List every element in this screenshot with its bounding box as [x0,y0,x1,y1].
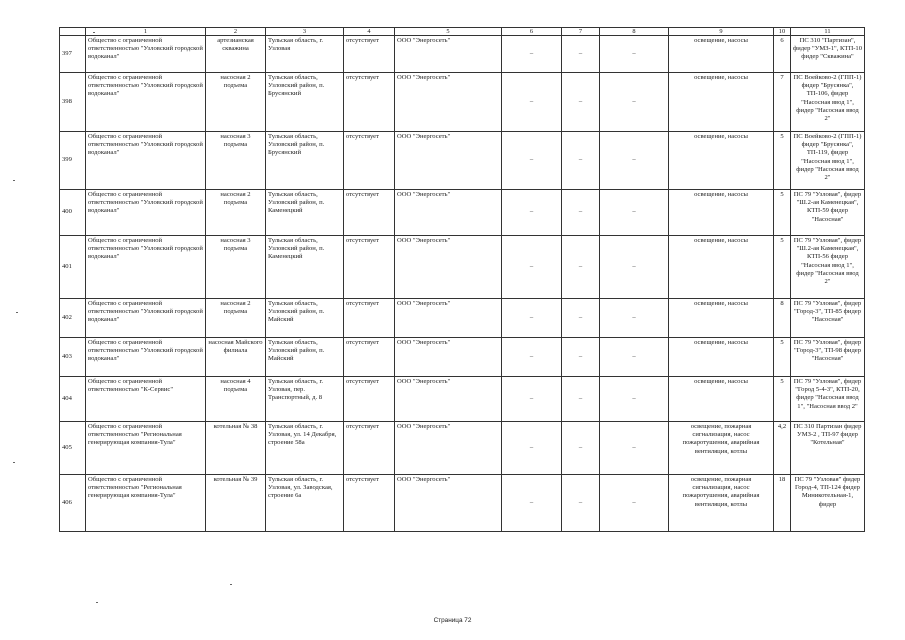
status-cell: отсутствует [344,377,395,422]
row-number-cell: 397 [60,36,86,73]
table-row [60,422,865,475]
power-cell: 7 [774,73,791,132]
table-row [60,475,865,532]
empty-cell: – [502,299,562,338]
address-cell: Тульская область, Узловский район, п. Каменецкий [266,236,344,299]
power-cell: 5 [774,236,791,299]
network-org-cell: ООО "Энергосеть" [395,422,502,475]
empty-cell: – [502,475,562,532]
row-number-cell: 402 [60,299,86,338]
network-org-cell: ООО "Энергосеть" [395,36,502,73]
header-cell: 7 [562,28,600,36]
row-number-cell: 403 [60,338,86,377]
feeder-cell: ПС 79 "Узловая", фидер "Город 5-4-3", КТП-20, фидер "Насосная ввод 1", "Насосная ввод 2" [791,377,865,422]
empty-cell: – [600,190,669,236]
feeder-cell: ПС Воейково-2 (ГПП-1) фидер "Брусянка", ТП-119, фидер "Насосная ввод 1", фидер "Насосная ввод 2" [791,132,865,190]
empty-cell: – [562,132,600,190]
empty-cell: – [600,475,669,532]
empty-cell: – [562,36,600,73]
scan-speck [13,462,15,463]
table-row [60,190,865,236]
scan-speck [96,602,98,603]
header-cell: 9 [669,28,774,36]
header-cell: 10 [774,28,791,36]
column-number-header [60,28,865,36]
status-cell: отсутствует [344,36,395,73]
empty-cell: – [600,73,669,132]
feeder-cell: ПС Воейково-2 (ГПП-1) фидер "Брусянка", ТП-106, фидер "Насосная ввод 1", фидер "Насосная ввод 2" [791,73,865,132]
status-cell: отсутствует [344,132,395,190]
network-org-cell: ООО "Энергосеть" [395,190,502,236]
empty-cell: – [502,236,562,299]
load-type-cell: освещение, пожарная сигнализация, насос пожаротушения, аварийная вентиляция, котлы [669,475,774,532]
address-cell: Тульская область, г. Узловая, ул. 14 Декабря, строение 58а [266,422,344,475]
empty-cell: – [600,36,669,73]
row-number-cell: 400 [60,190,86,236]
status-cell: отсутствует [344,422,395,475]
power-cell: 5 [774,338,791,377]
power-cell: 4,2 [774,422,791,475]
network-org-cell: ООО "Энергосеть" [395,132,502,190]
table-row [60,377,865,422]
empty-cell: – [600,236,669,299]
table-row [60,36,865,73]
owner-cell: Общество с ограниченной ответственностью "Узловский городской водоканал" [86,299,206,338]
table-row [60,73,865,132]
object-cell: котельная № 39 [206,475,266,532]
load-type-cell: освещение, насосы [669,36,774,73]
object-cell: насосная 3 подъема [206,132,266,190]
object-cell: насосная 4 подъема [206,377,266,422]
feeder-cell: ПС 79 "Узловая", фидер "Город-3", ТП-85 фидер "Насосная" [791,299,865,338]
power-cell: 8 [774,299,791,338]
owner-cell: Общество с ограниченной ответственностью "К-Сервис" [86,377,206,422]
network-org-cell: ООО "Энергосеть" [395,338,502,377]
header-cell: 2 [206,28,266,36]
address-cell: Тульская область, г. Узловая, пер. Транспортный, д. 8 [266,377,344,422]
empty-cell: – [562,377,600,422]
empty-cell: – [562,422,600,475]
feeder-cell: ПС 310 "Партизан", фидер "УМЗ-1", КТП-10 фидер "Скважина" [791,36,865,73]
owner-cell: Общество с ограниченной ответственностью "Узловский городской водоканал" [86,132,206,190]
power-cell: 18 [774,475,791,532]
row-number-cell: 398 [60,73,86,132]
object-cell: артезианская скважина [206,36,266,73]
scan-speck [230,584,232,585]
table-row [60,299,865,338]
status-cell: отсутствует [344,236,395,299]
empty-cell: – [502,377,562,422]
feeder-cell: ПС 79 "Узловая", фидер "Ш.2-ая Каменецкая", КТП-59 фидер "Насосная" [791,190,865,236]
status-cell: отсутствует [344,338,395,377]
page-number: Страница 72 [433,617,472,624]
data-table [59,27,865,532]
feeder-cell: ПС 79 "Узловая", фидер "Ш.2-ая Каменецкая", КТП-56 фидер "Насосная ввод 1", фидер "Насосная ввод 2" [791,236,865,299]
empty-cell: – [562,338,600,377]
header-cell: 6 [502,28,562,36]
empty-cell: – [600,422,669,475]
row-number-cell: 399 [60,132,86,190]
row-number-cell: 405 [60,422,86,475]
header-cell: 11 [791,28,865,36]
power-cell: 6 [774,36,791,73]
object-cell: насосная 2 подъема [206,73,266,132]
object-cell: насосная 2 подъема [206,190,266,236]
empty-cell: – [502,338,562,377]
status-cell: отсутствует [344,73,395,132]
empty-cell: – [562,475,600,532]
empty-cell: – [562,73,600,132]
load-type-cell: освещение, пожарная сигнализация, насос пожаротушения, аварийная вентиляция, котлы [669,422,774,475]
empty-cell: – [502,132,562,190]
empty-cell: – [502,190,562,236]
network-org-cell: ООО "Энергосеть" [395,475,502,532]
load-type-cell: освещение, насосы [669,338,774,377]
status-cell: отсутствует [344,190,395,236]
row-number-cell: 406 [60,475,86,532]
network-org-cell: ООО "Энергосеть" [395,377,502,422]
empty-cell: – [600,299,669,338]
owner-cell: Общество с ограниченной ответственностью "Региональная генерирующая компания-Тула" [86,422,206,475]
empty-cell: – [600,132,669,190]
power-cell: 5 [774,132,791,190]
row-number-cell: 401 [60,236,86,299]
scan-speck [16,312,18,313]
power-cell: 5 [774,190,791,236]
empty-cell: – [502,422,562,475]
owner-cell: Общество с ограниченной ответственностью "Узловский городской водоканал" [86,73,206,132]
load-type-cell: освещение, насосы [669,73,774,132]
table-row [60,338,865,377]
owner-cell: Общество с ограниченной ответственностью "Узловский городской водоканал" [86,236,206,299]
header-cell: 5 [395,28,502,36]
feeder-cell: ПС 79 "Узловая" фидер Город-4, ТП-124 фидер Миникотельная-1, фидер [791,475,865,532]
table-row [60,236,865,299]
object-cell: насосная Майского филиала [206,338,266,377]
status-cell: отсутствует [344,475,395,532]
network-org-cell: ООО "Энергосеть" [395,73,502,132]
empty-cell: – [600,377,669,422]
owner-cell: Общество с ограниченной ответственностью "Узловский городской водоканал" [86,338,206,377]
empty-cell: – [562,299,600,338]
address-cell: Тульская область, Узловский район, п. Майский [266,338,344,377]
feeder-cell: ПС 79 "Узловая", фидер "Город-3", ТП-98 фидер "Насосная" [791,338,865,377]
row-number-cell: 404 [60,377,86,422]
network-org-cell: ООО "Энергосеть" [395,236,502,299]
owner-cell: Общество с ограниченной ответственностью "Узловский городской водоканал" [86,36,206,73]
header-cell [60,28,86,36]
status-cell: отсутствует [344,299,395,338]
empty-cell: – [600,338,669,377]
object-cell: насосная 2 подъема [206,299,266,338]
address-cell: Тульская область, Узловский район, п. Брусянский [266,73,344,132]
load-type-cell: освещение, насосы [669,190,774,236]
power-cell: 5 [774,377,791,422]
feeder-cell: ПС 310 Партизан фидер УМЗ-2 , ТП-97 фидер "Котельная" [791,422,865,475]
header-cell: 8 [600,28,669,36]
object-cell: котельная № 38 [206,422,266,475]
empty-cell: – [502,36,562,73]
address-cell: Тульская область, Узловский район, п. Майский [266,299,344,338]
owner-cell: Общество с ограниченной ответственностью "Узловский городской водоканал" [86,190,206,236]
empty-cell: – [562,190,600,236]
scan-speck [13,180,15,181]
load-type-cell: освещение, насосы [669,377,774,422]
load-type-cell: освещение, насосы [669,236,774,299]
address-cell: Тульская область, г. Узловая [266,36,344,73]
empty-cell: – [502,73,562,132]
header-cell: 3 [266,28,344,36]
address-cell: Тульская область, Узловский район, п. Каменецкий [266,190,344,236]
owner-cell: Общество с ограниченной ответственностью "Региональная генерирующая компания-Тула" [86,475,206,532]
object-cell: насосная 3 подъема [206,236,266,299]
address-cell: Тульская область, Узловский район, п. Брусянский [266,132,344,190]
header-cell: 1 [86,28,206,36]
address-cell: Тульская область, г. Узловая, ул. Заводская, строение 6а [266,475,344,532]
table-row [60,132,865,190]
load-type-cell: освещение, насосы [669,299,774,338]
empty-cell: – [562,236,600,299]
network-org-cell: ООО "Энергосеть" [395,299,502,338]
load-type-cell: освещение, насосы [669,132,774,190]
header-cell: 4 [344,28,395,36]
